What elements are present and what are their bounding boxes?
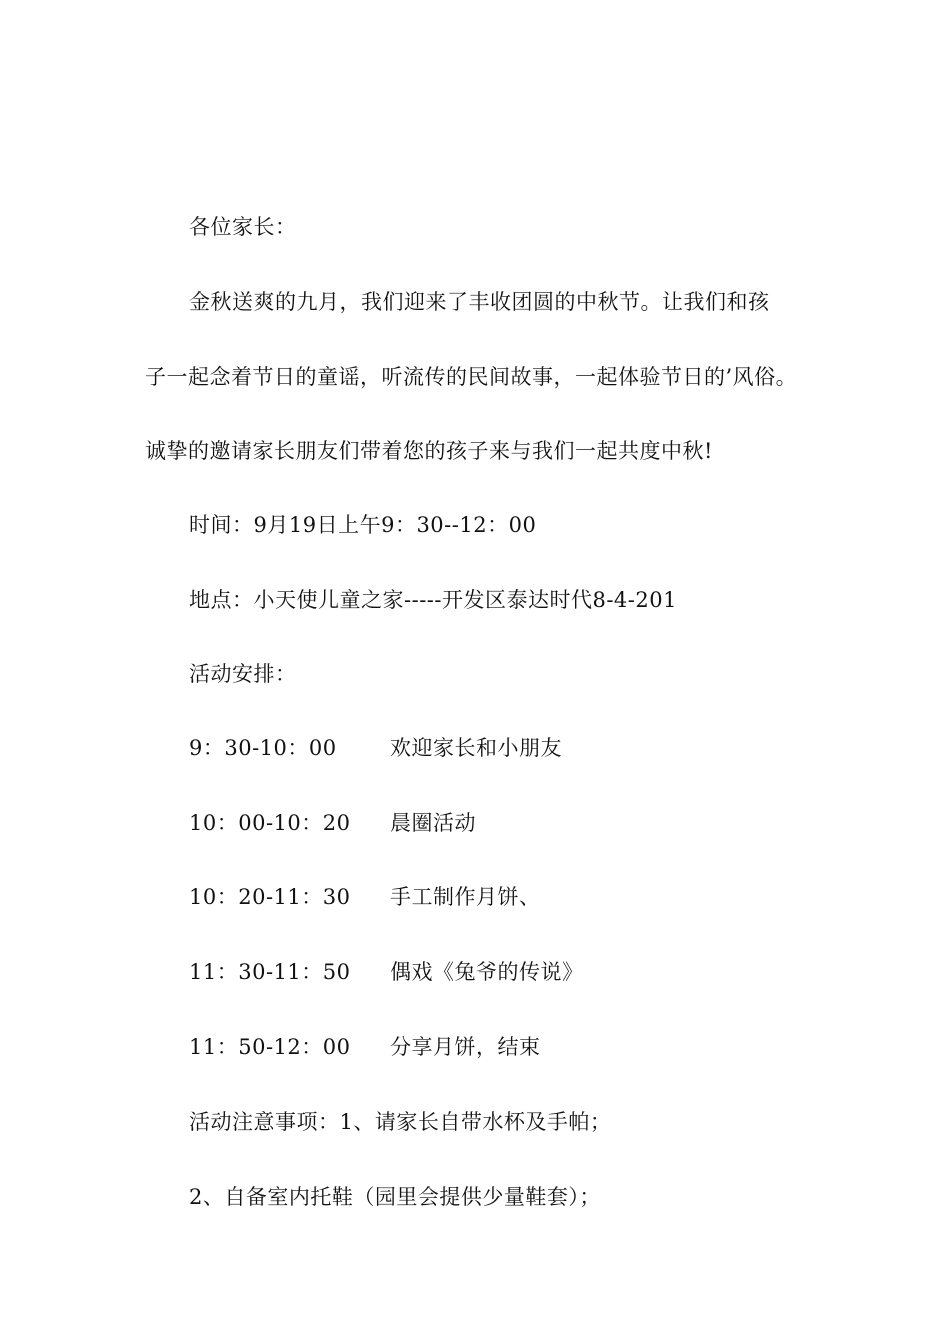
schedule-time: 10：20-11：30 xyxy=(189,885,351,909)
schedule-row xyxy=(189,808,476,838)
event-location: 地点：小天使儿童之家-----开发区泰达时代8-4-201 xyxy=(189,588,677,612)
paragraph-line-1: 金秋送爽的九月，我们迎来了丰收团圆的中秋节。让我们和孩 xyxy=(189,290,770,314)
schedule-row xyxy=(189,733,562,763)
schedule-time: 11：50-12：00 xyxy=(189,1035,351,1059)
schedule-time: 10：00-10：20 xyxy=(189,811,351,835)
schedule-item: 分享月饼，结束 xyxy=(390,1035,541,1059)
event-time: 时间：9月19日上午9：30--12：00 xyxy=(189,513,537,537)
schedule-time: 9：30-10：00 xyxy=(189,736,337,760)
schedule-item: 欢迎家长和小朋友 xyxy=(390,736,562,760)
notes-line-1: 活动注意事项：1、请家长自带水杯及手帕； xyxy=(189,1110,612,1134)
notes-line-2: 2、自备室内托鞋（园里会提供少量鞋套）； xyxy=(189,1185,601,1209)
schedule-row xyxy=(189,1032,541,1062)
schedule-item: 偶戏《兔爷的传说》 xyxy=(390,960,584,984)
schedule-heading: 活动安排： xyxy=(189,662,297,686)
schedule-row xyxy=(189,957,584,987)
schedule-time: 11：30-11：50 xyxy=(189,960,351,984)
paragraph-line-2: 子一起念着节日的童谣，听流传的民间故事，一起体验节日的’风俗。 xyxy=(145,365,798,389)
schedule-item: 晨圈活动 xyxy=(390,811,476,835)
schedule-item: 手工制作月饼、 xyxy=(390,885,541,909)
paragraph-line-3: 诚挚的邀请家长朋友们带着您的孩子来与我们一起共度中秋! xyxy=(145,439,713,463)
schedule-row xyxy=(189,882,541,912)
salutation: 各位家长： xyxy=(189,215,297,239)
